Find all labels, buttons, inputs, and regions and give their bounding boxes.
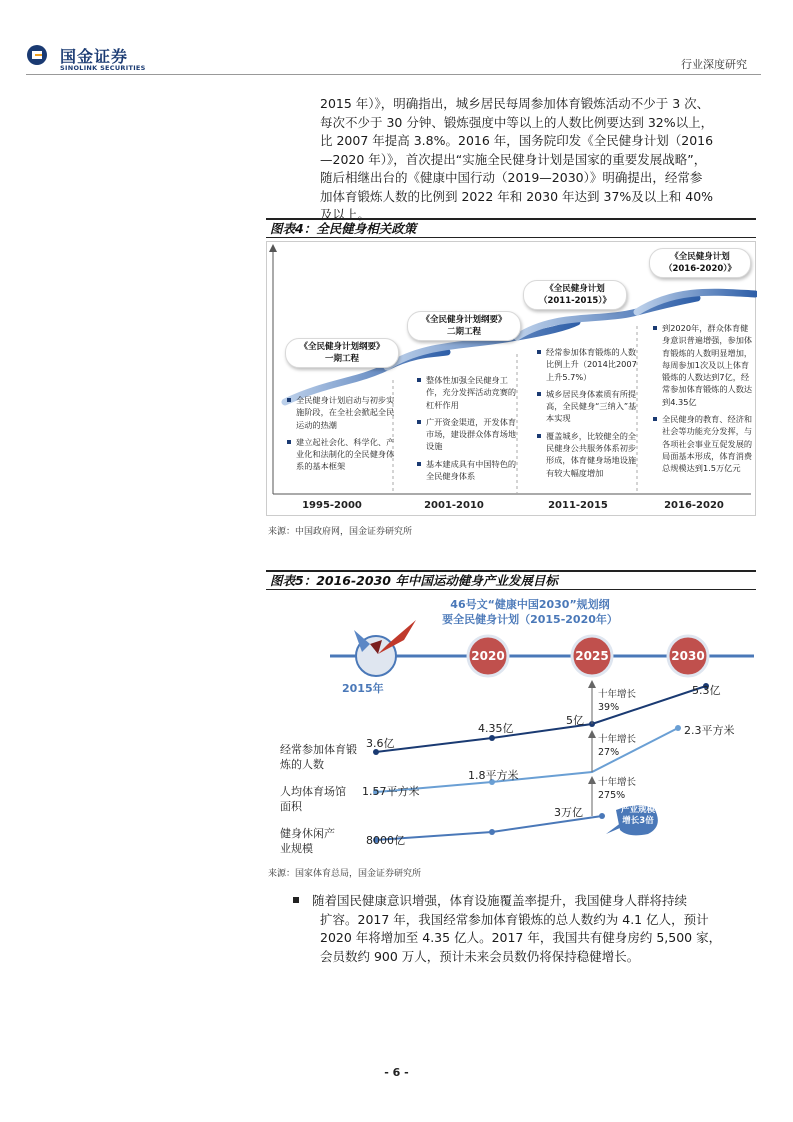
figure5-title: 图表5：2016-2030 年中国运动健身产业发展目标 [266, 570, 756, 590]
growth-value: 27% [598, 747, 620, 758]
list-item: 全民健身的教育、经济和社会等功能充分发挥，与各项社会事业互促发展的局面基本形成，体育消费总规模达到1.5万亿元 [653, 413, 753, 474]
list-item: 整体性加强全民健身工作，充分发挥活动竞赛的杠杆作用 [417, 374, 521, 411]
list-item: 建立起社会化、科学化、产业化和法制化的全民健身体系的基本框架 [287, 436, 397, 473]
text-line: 2020 年将增加至 4.35 亿人。2017 年，我国共有健身房约 5,500 家， [320, 930, 722, 945]
metric1-value: 4.35亿 [478, 722, 514, 735]
metric1-value: 5亿 [566, 714, 584, 727]
stage-line: （2016-2020）》 [663, 264, 737, 274]
figure4-diagram [266, 241, 756, 516]
year-label: 1995-2000 [302, 500, 362, 511]
logo-subtext: SINOLINK SECURITIES [60, 64, 146, 72]
text-line: 扩容。2017 年，我国经常参加体育锻炼的总人数约为 4.1 亿人，预计 [320, 911, 709, 927]
header-line: 要全民健身计划（2015-2020年） [442, 613, 618, 626]
metric2-value: 1.57平方米 [362, 785, 420, 798]
stage-label-1 [285, 338, 399, 368]
growth-annotation-2 [598, 733, 636, 759]
text-line: 及以上。 [320, 207, 371, 222]
text-line: 随着国民健康意识增强，体育设施覆盖率提升，我国健身人群将持续 [312, 893, 688, 908]
stage-line: 《全民健身计划纲要》 [421, 315, 507, 325]
metric2-value: 2.3平方米 [684, 724, 735, 737]
stage-line: 《全民健身计划 [545, 284, 605, 294]
list-item: 经常参加体育锻炼的人数比例上升（2014比2007上升5.7%） [537, 346, 641, 383]
callout-line: 增长3倍 [622, 816, 654, 826]
intro-paragraph [320, 95, 752, 225]
metric-line-1 [376, 686, 706, 752]
report-type: 行业深度研究 [681, 58, 747, 71]
timeline-year-2030: 2030 [671, 649, 705, 663]
growth-value: 275% [598, 790, 626, 801]
growth-callout [618, 805, 658, 827]
timeline-year-2025: 2025 [575, 649, 609, 663]
timeline-year-2020: 2020 [471, 649, 505, 663]
text-line: 随后相继出台的《健康中国行动（2019—2030）》明确提出，经常参 [320, 170, 703, 185]
period-1-list [287, 394, 397, 478]
stage-line: 一期工程 [324, 354, 359, 364]
stage-line: 《全民健身计划 [670, 252, 730, 262]
metric3-value: 3万亿 [554, 806, 583, 819]
metric3-value: 8000亿 [366, 834, 405, 847]
header-divider [26, 74, 761, 75]
growth-label: 十年增长 [598, 689, 637, 700]
list-item: 全民健身计划启动与初步实施阶段，在全社会掀起全民运动的热潮 [287, 394, 397, 431]
year-label: 2001-2010 [424, 500, 484, 511]
figure4-source: 来源：中国政府网，国金证券研究所 [268, 527, 413, 537]
text-line: 会员数约 900 万人，预计未来会员数仍将保持稳健增长。 [320, 948, 640, 964]
period-4-list [653, 322, 753, 480]
logo-icon [26, 44, 48, 66]
year-label: 2016-2020 [664, 500, 724, 511]
body-paragraph [290, 892, 753, 966]
metric-label-2: 人均体育场馆面积 [280, 785, 346, 813]
period-2-list [417, 374, 521, 487]
stage-label-3 [523, 280, 627, 310]
figure4-title: 图表4：全民健身相关政策 [266, 218, 756, 238]
stage-label-4 [649, 248, 751, 278]
growth-label: 十年增长 [598, 734, 637, 745]
list-item: 广开资金渠道，开发体育市场，建设群众体育场地设施 [417, 416, 521, 453]
text-line: —2020 年）》，首次提出“实施全民健身计划是国家的重要发展战略”， [320, 151, 707, 167]
list-item: 城乡居民身体素质有所提高，全民健身“三纳入”基本实现 [537, 388, 641, 425]
logo-text: 国金证券 [60, 47, 129, 66]
figure5-source: 来源：国家体育总局，国金证券研究所 [268, 869, 422, 879]
text-line: 比 2007 年提高 3.8%。2016 年，国务院印发《全民健身计划（2016 [320, 133, 714, 148]
text-line: 2015 年）》，明确指出，城乡居民每周参加体育锻炼活动不少于 3 次、 [320, 96, 710, 111]
growth-annotation-1 [598, 688, 636, 714]
growth-label: 十年增长 [598, 777, 637, 788]
period-3-list [537, 346, 641, 484]
stage-line: （2011-2015）》 [538, 296, 612, 306]
metric1-value: 5.3亿 [692, 684, 721, 697]
header-line: 46号文“健康中国2030”规划纲 [450, 598, 610, 611]
growth-value: 39% [598, 702, 620, 713]
metric-label-1: 经常参加体育锻炼的人数 [280, 743, 357, 771]
list-item: 到2020年，群众体育健身意识普遍增强，参加体育锻炼的人数明显增加，每周参加1次及以上体育锻炼的人数达到7亿，经常参加体育锻炼的人数达到4.35亿 [653, 322, 753, 408]
stage-label-2 [407, 311, 521, 341]
page-number: - 6 - [384, 1066, 409, 1079]
stage-line: 二期工程 [446, 327, 481, 337]
timeline-year-2015: 2015年 [342, 682, 384, 695]
callout-line: 产业规模 [620, 805, 655, 815]
metric-label-3: 健身休闲产业规模 [280, 827, 335, 855]
growth-annotation-3 [598, 776, 636, 802]
text-line: 每次不少于 30 分钟、锻炼强度中等以上的人数比例要达到 32%以上， [320, 114, 714, 130]
year-label: 2011-2015 [548, 500, 608, 511]
metric1-value: 3.6亿 [366, 737, 395, 750]
list-item: 覆盖城乡，比较健全的全民健身公共服务体系初步形成，体育健身场地设施有较大幅度增加 [537, 430, 641, 479]
stage-line: 《全民健身计划纲要》 [299, 342, 385, 352]
text-line: 加体育锻炼人数的比例到 2022 年和 2030 年达到 37%及以上和 40% [320, 188, 714, 204]
metric2-value: 1.8平方米 [468, 769, 519, 782]
list-item: 基本建成具有中国特色的全民健身体系 [417, 458, 521, 483]
